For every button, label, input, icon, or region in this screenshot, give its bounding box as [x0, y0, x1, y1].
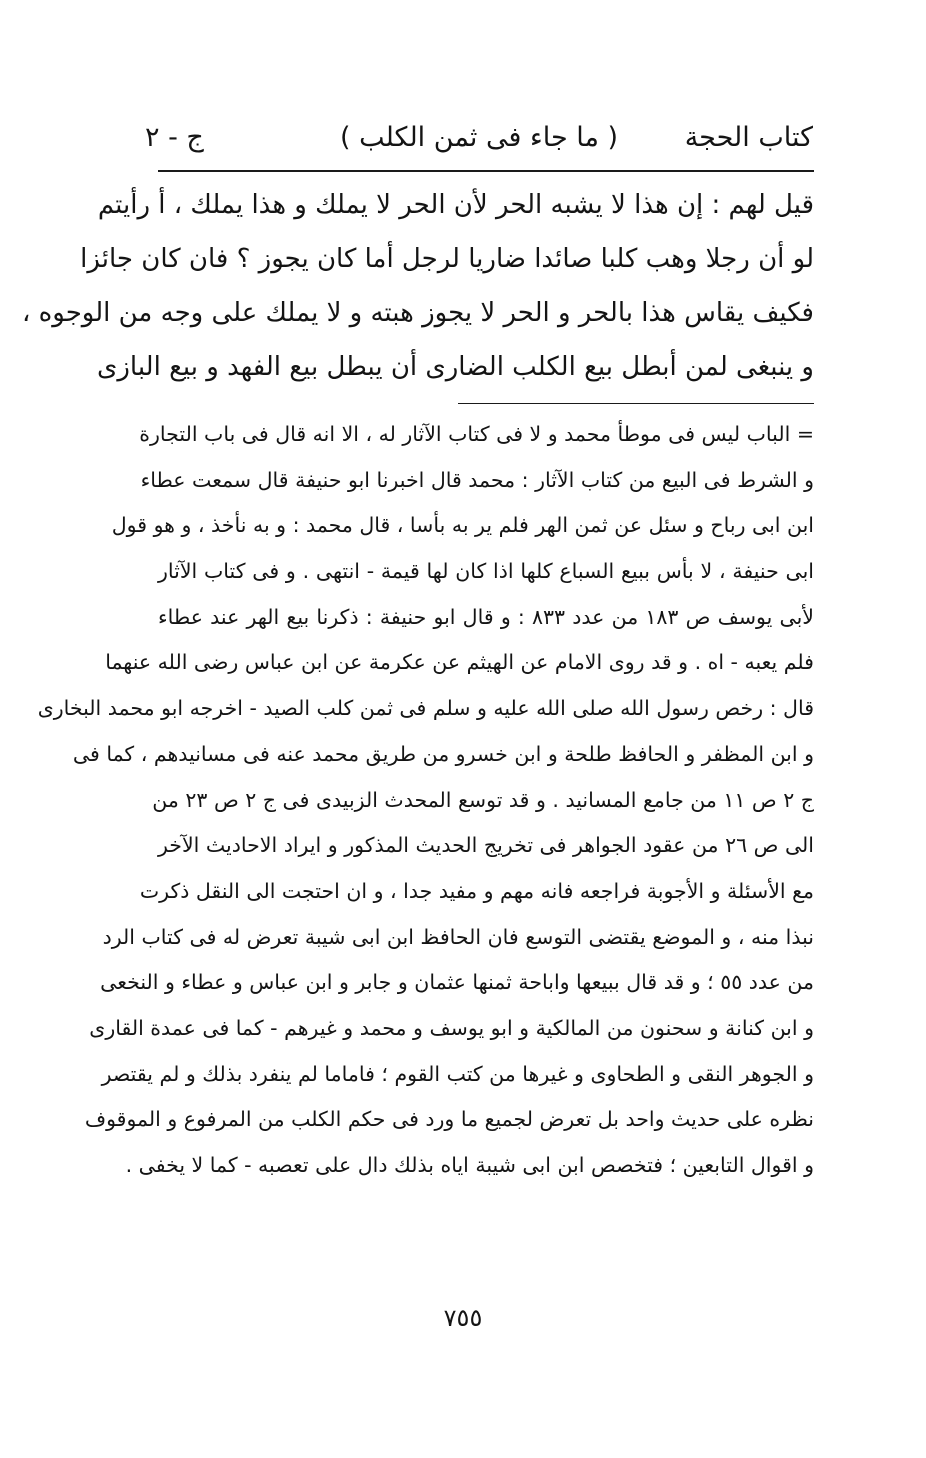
running-header [145, 115, 813, 161]
footnote-line: ابن ابى رباح و سئل عن ثمن الهر فلم ير به بأسا ، قال محمد : و به نأخذ ، و هو قول [111, 513, 814, 538]
footnote-line: نبذا منه ، و الموضع يقتضى التوسع فان الحافظ ابن ابى شيبة تعرض له فى كتاب الرد [102, 924, 814, 949]
footnote-line: و اقوال التابعين ؛ فتخصص ابن ابى شيبة اياه بذلك دال على تعصبه - كما لا يخفى . [125, 1153, 814, 1177]
footnote-line: من عدد ٥٥ ؛ و قد قال ببيعها واباحة ثمنها عثمان و جابر و ابن عباس و عطاء و النخعى [100, 970, 814, 995]
main-body-text [22, 178, 814, 394]
main-text-line: قيل لهم : إن هذا لا يشبه الحر لأن الحر لا يملك و هذا يملك ، أ رأيتم [97, 190, 814, 220]
footnote-line: ابى حنيفة ، لا بأس ببيع السباع كلها اذا كان لها قيمة - انتهى . و فى كتاب الآثار [158, 559, 814, 584]
main-text-line: لو أن رجلا وهب كلبا صائدا ضاريا لرجل أما كان يجوز ؟ فان كان جائزا [80, 244, 814, 274]
footnote-line: و الجوهر النقى و الطحاوى و غيرها من كتب القوم ؛ فاماما لم ينفرد بذلك و لم يقتصر [101, 1061, 814, 1086]
footnotes-block [37, 412, 814, 1189]
footnote-line: = الباب ليس فى موطأ محمد و لا فى كتاب الآثار له ، الا انه قال فى باب التجارة [139, 422, 814, 446]
main-text-line: و ينبغى لمن أبطل بيع الكلب الضارى أن يبطل بيع الفهد و بيع البازى [96, 352, 814, 382]
footnote-line: و الشرط فى البيع من كتاب الآثار : محمد قال اخبرنا ابو حنيفة قال سمعت عطاء [140, 467, 814, 492]
volume-number: ج - ٢ [145, 122, 204, 153]
footnote-separator-rule [458, 403, 814, 404]
footnote-line: قال : رخص رسول الله صلى الله عليه و سلم فى ثمن كلب الصيد - اخرجه ابو محمد البخارى [37, 696, 814, 721]
footnote-line: لأبى يوسف ص ١٨٣ من عدد ٨٣٣ : و قال ابو حنيفة : ذكرنا بيع الهر عند عطاء [158, 604, 814, 629]
footnote-line: نظره على حديث واحد بل تعرض لجميع ما ورد فى حكم الكلب من المرفوع و الموقوف [84, 1107, 814, 1132]
footnote-line: فلم يعبه - اه . و قد روى الامام عن الهيثم عن عكرمة عن ابن عباس رضى الله عنهما [105, 650, 814, 675]
footnote-line: و ابن المظفر و الحافظ طلحة و ابن خسرو من طريق محمد عنه فى مسانيدهم ، كما فى [72, 741, 814, 766]
footnote-line: الى ص ٢٦ من عقود الجواهر فى تخريج الحديث المذكور و ايراد الاحاديث الآخر [158, 833, 814, 858]
chapter-title: ( ما جاء فى ثمن الكلب ) [339, 122, 619, 153]
header-rule [158, 170, 814, 172]
book-title: كتاب الحجة [684, 122, 813, 153]
page-number: ٧٥٥ [443, 1304, 483, 1332]
footnote-line: و ابن كنانة و سحنون من المالكية و ابو يوسف و محمد و غيرهم - كما فى عمدة القارى [89, 1015, 814, 1040]
footnote-line: مع الأسئلة و الأجوبة فراجعه فانه مهم و مفيد جدا ، و ان احتجت الى النقل ذكرت [139, 878, 814, 903]
main-text-line: فكيف يقاس هذا بالحر و الحر لا يجوز هبته و لا يملك على وجه من الوجوه ، [22, 298, 814, 328]
footnote-line: ج ٢ ص ١١ من جامع المسانيد . و قد توسع المحدث الزبيدى فى ج ٢ ص ٢٣ من [152, 787, 814, 812]
